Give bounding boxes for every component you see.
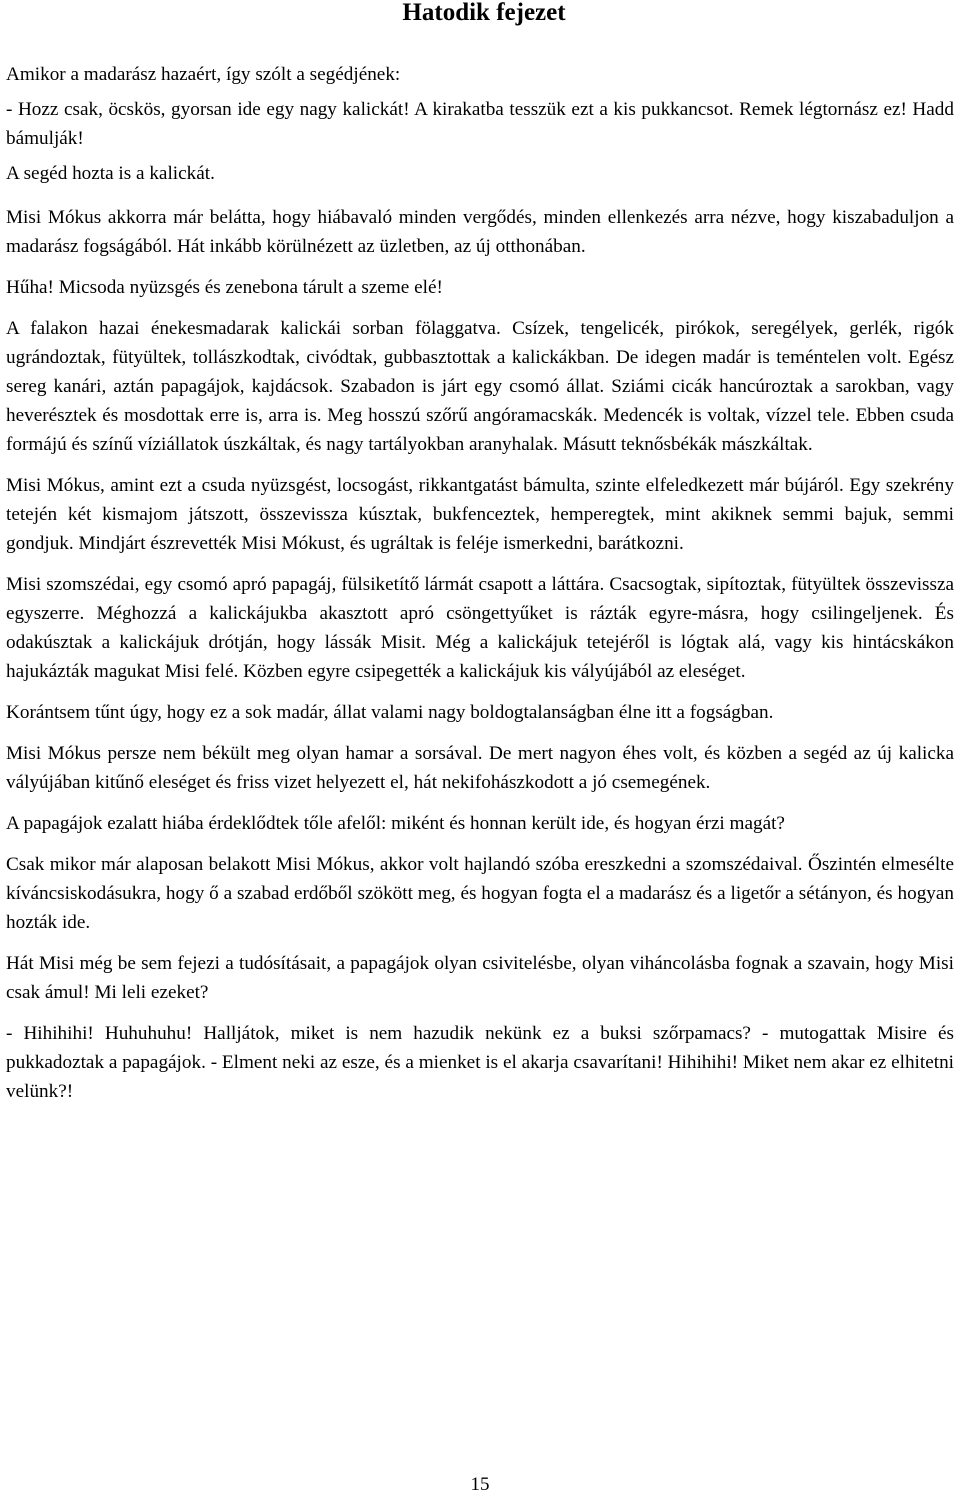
paragraph-6: A falakon hazai énekesmadarak kalickái sorban fölaggatva. Csízek, tengelicék, pirókok, seregélyek, gerlék, rigók ugrándoztak, fütyültek, tollászkodtak, civódtak, gubbasztottak a kalickákban. De idegen madár is teméntelen volt. Egész sereg kanári, aztán papagájok, kajdácsok. Szabadon is járt egy csomó állat. Sziámi cicák hancúroztak a sarokban, vagy heverésztek és mosdottak erre is, arra is. Meg hosszú szőrű angóramacskák. Medencék is voltak, vízzel tele. Ebben csuda formájú és színű víziállatok úszkáltak, és nagy tartályokban aranyhalak. Másutt teknősbékák mászkáltak. bbox=[6, 318, 954, 455]
paragraph-12: Csak mikor már alaposan belakott Misi Mókus, akkor volt hajlandó szóba ereszkedni a szomszédaival. Őszintén elmesélte kíváncsiskodásukra, hogy ő a szabad erdőből szökött meg, és hogyan fogta el a madarász és a ligetőr a sétányon, és hogyan hozták ide. bbox=[6, 854, 954, 933]
paragraph-4: Misi Mókus akkorra már belátta, hogy hiábavaló minden vergődés, minden ellenkezés arra nézve, hogy kiszabaduljon a madarász fogságából. Hát inkább körülnézett az üzletben, az új otthonában. bbox=[6, 207, 954, 257]
paragraph-14: - Hihihihi! Huhuhuhu! Halljátok, miket is nem hazudik nekünk ez a buksi szőrpamacs? - mutogattak Misire és pukkadoztak a papagájok. - Elment neki az esze, és a mienket is el akarja csavarítani! Hihihihi! Miket nem akar ez elhitetni velünk?! bbox=[6, 1023, 954, 1102]
chapter-title: Hatodik fejezet bbox=[402, 0, 566, 26]
paragraph-1: Amikor a madarász hazaért, így szólt a segédjének: bbox=[6, 64, 401, 85]
paragraph-2: - Hozz csak, öcskös, gyorsan ide egy nagy kalickát! A kirakatba tesszük ezt a kis pukkancsot. Remek légtornász ez! Hadd bámulják! bbox=[6, 99, 954, 149]
paragraph-10: Misi Mókus persze nem békült meg olyan hamar a sorsával. De mert nagyon éhes volt, és közben a segéd az új kalicka vályújában kitűnő eleséget és friss vizet helyezett el, hát nekifohászkodott a jó csemegének. bbox=[6, 743, 954, 793]
paragraph-5: Hűha! Micsoda nyüzsgés és zenebona tárult a szeme elé! bbox=[6, 277, 443, 298]
paragraph-7: Misi Mókus, amint ezt a csuda nyüzsgést, locsogást, rikkantgatást bámulta, szinte elfeledkezett már bújáról. Egy szekrény tetején két kismajom játszott, összevissza kúsztak, bukfenceztek, hemperegtek, mint akiknek semmi bajuk, semmi gondjuk. Mindjárt észrevették Misi Mókust, és ugráltak is feléje ismerkedni, barátkozni. bbox=[6, 475, 954, 554]
page-number: 15 bbox=[470, 1474, 490, 1495]
paragraph-3: A segéd hozta is a kalickát. bbox=[6, 163, 215, 184]
paragraph-13: Hát Misi még be sem fejezi a tudósításait, a papagájok olyan csivitelésbe, olyan viháncolásba fognak a szavain, hogy Misi csak ámul! Mi leli ezeket? bbox=[6, 953, 954, 1003]
chapter-body bbox=[6, 60, 954, 1106]
paragraph-8: Misi szomszédai, egy csomó apró papagáj, fülsiketítő lármát csapott a láttára. Csacsogtak, sipítoztak, fütyültek összevissza egyszerre. Méghozzá a kalickájukba akasztott apró csöngettyűket is rázták egyre-másra, hogy csilingeljenek. És odakúsztak a kalickájuk drótján, hogy lássák Misit. Még a kalickájuk tetejéről is lógtak alá, vagy kis hintácskákon hajukázták magukat Misi felé. Közben egyre csipegették a kalickájuk kis vályújából az eleséget. bbox=[6, 574, 954, 682]
paragraph-11: A papagájok ezalatt hiába érdeklődtek tőle afelől: miként és honnan került ide, és hogyan érzi magát? bbox=[6, 813, 785, 834]
paragraph-9: Korántsem tűnt úgy, hogy ez a sok madár, állat valami nagy boldogtalanságban élne itt a fogságban. bbox=[6, 702, 774, 723]
